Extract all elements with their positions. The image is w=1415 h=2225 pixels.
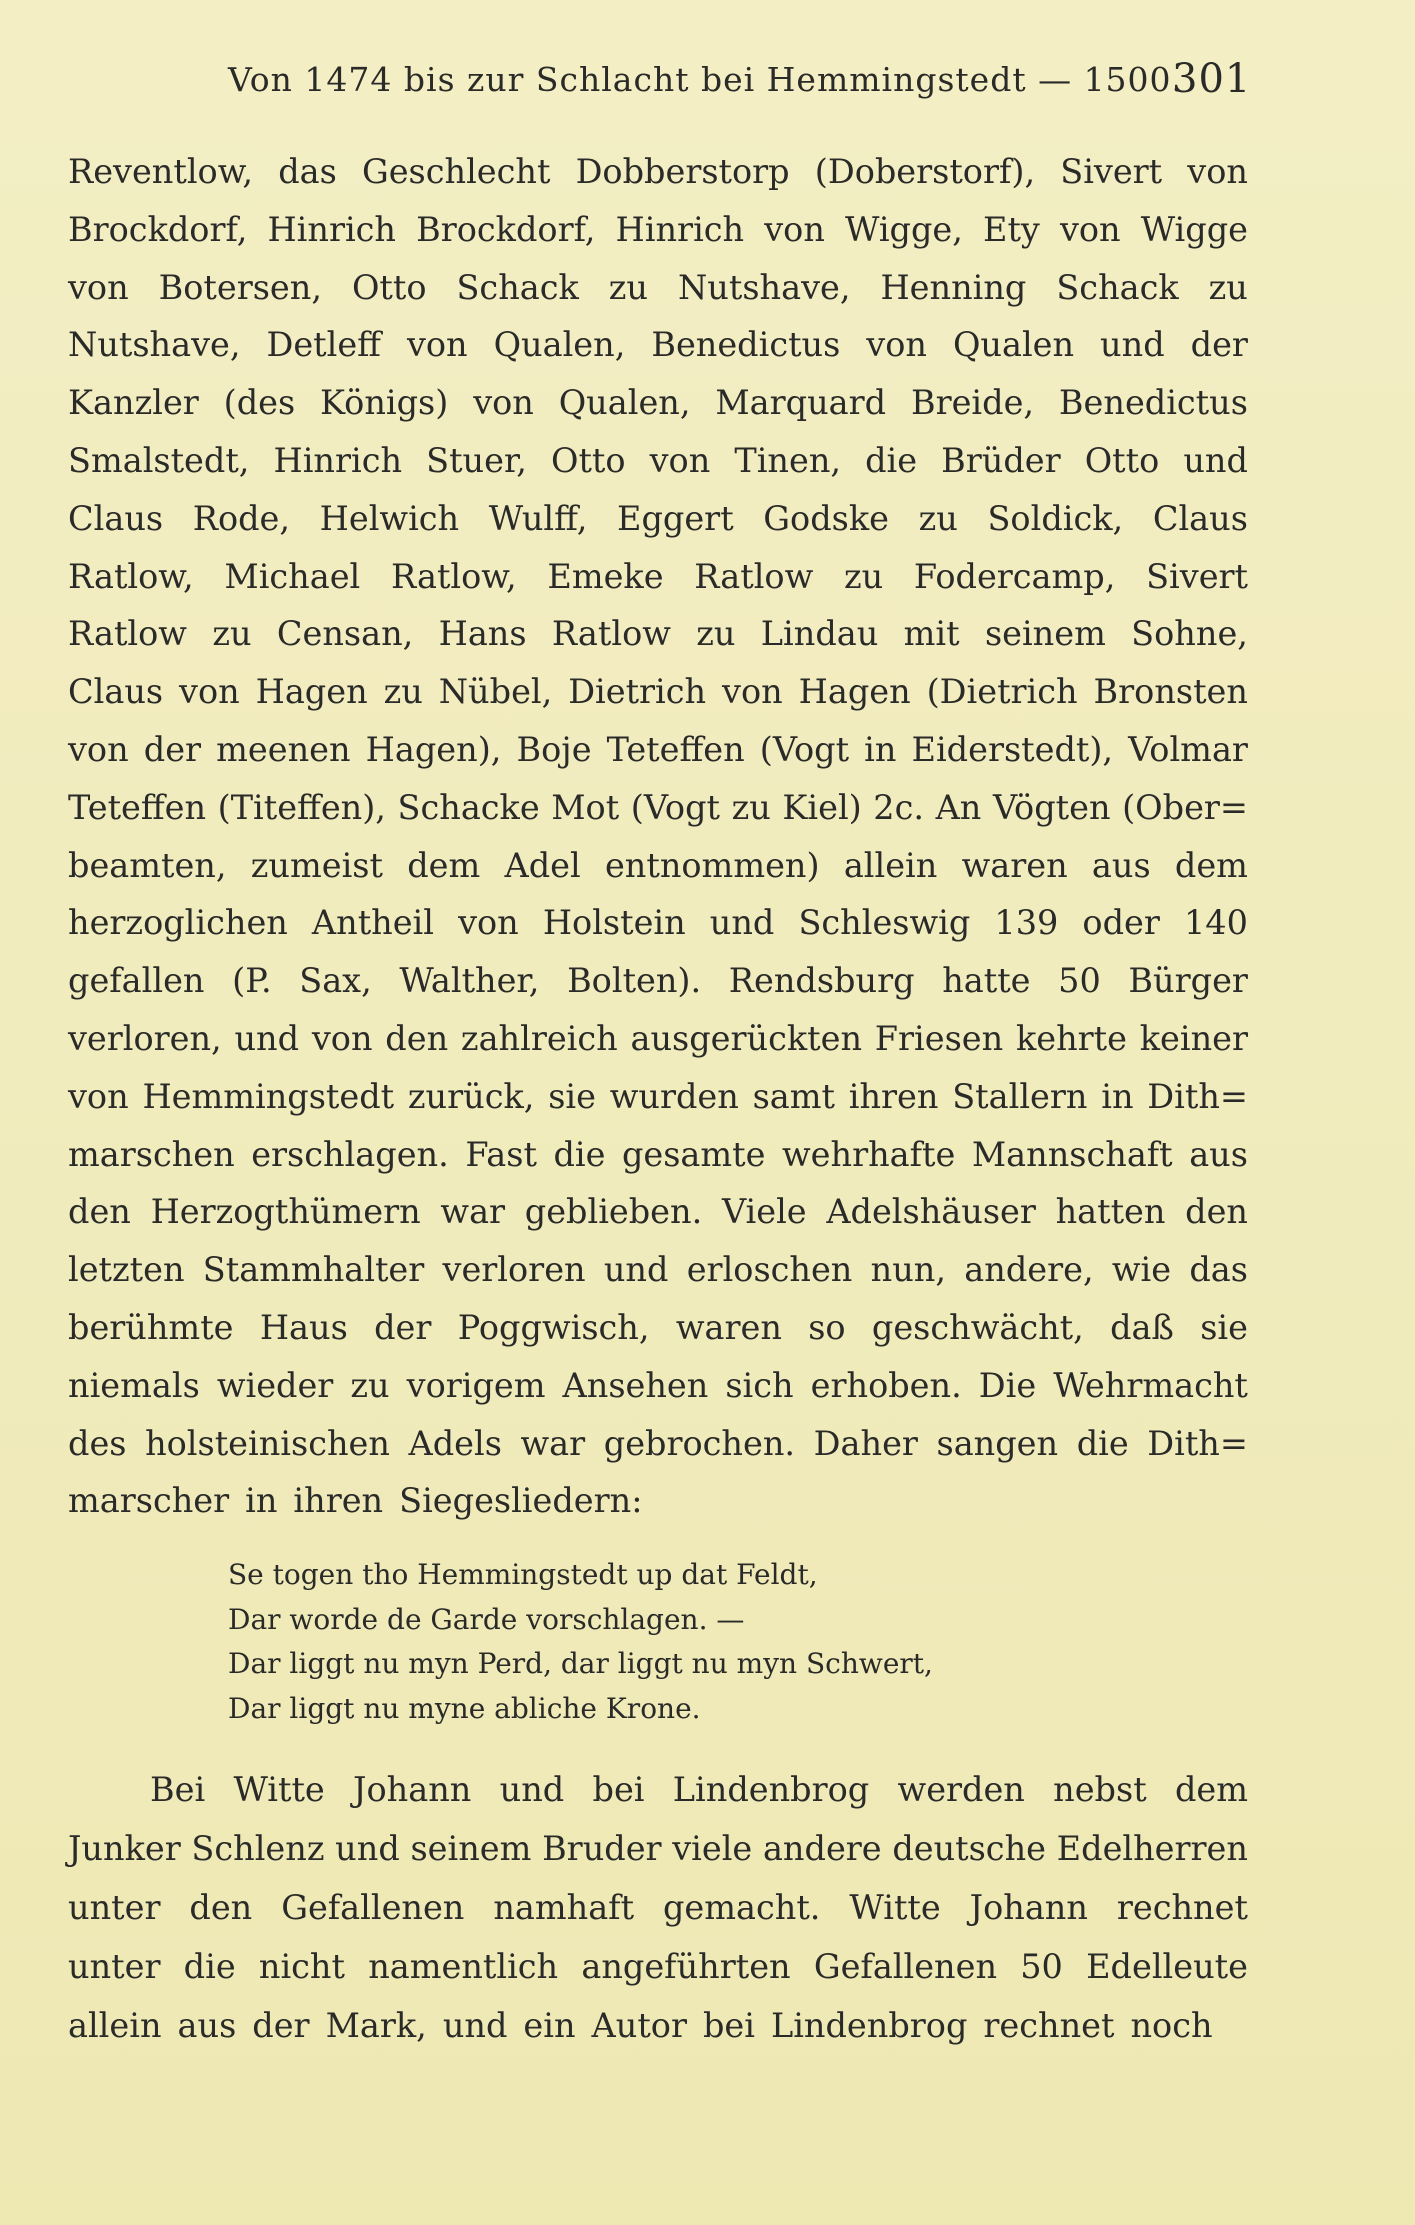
text-line: unter den Gefallenen namhaft gemacht. Witte Johann rechnet xyxy=(68,1888,1248,1927)
text-line: gefallen (P. Sax, Walther, Bolten). Rendsburg hatte 50 Bürger xyxy=(68,961,1248,1001)
text-line: Smalstedt, Hinrich Stuer, Otto von Tinen, die Brüder Otto und xyxy=(68,440,1248,480)
text-line: marschen erschlagen. Fast die gesamte wehrhafte Mannschaft aus xyxy=(68,1134,1248,1174)
page-number: 301 xyxy=(1172,56,1252,102)
text-line: Claus Rode, Helwich Wulff, Eggert Godske zu Soldick, Claus xyxy=(68,498,1248,538)
verse-quotation xyxy=(228,1553,1128,1731)
text-line: allein aus der Mark, und ein Autor bei Lindenbrog rechnet noch xyxy=(68,2006,1213,2045)
running-title: Von 1474 bis zur Schlacht bei Hemmingstedt — 1500. xyxy=(228,60,1184,99)
text-line: beamten, zumeist dem Adel entnommen) allein waren aus dem xyxy=(68,845,1248,885)
text-line: von Botersen, Otto Schack zu Nutshave, Henning Schack zu xyxy=(68,267,1248,307)
text-line: marscher in ihren Siegesliedern: xyxy=(68,1481,643,1521)
text-line: verloren, und von den zahlreich ausgerückten Friesen kehrte keiner xyxy=(68,1018,1248,1058)
running-header xyxy=(0,40,1415,126)
text-line: Reventlow, das Geschlecht Dobberstorp (Doberstorf), Sivert von xyxy=(68,152,1248,191)
text-line: letzten Stammhalter verloren und erloschen nun, andere, wie das xyxy=(68,1250,1248,1290)
main-paragraph xyxy=(68,143,1248,1530)
text-line: Junker Schlenz und seinem Bruder viele andere deutsche Edelherren xyxy=(68,1829,1248,1868)
text-line: Ratlow, Michael Ratlow, Emeke Ratlow zu Fodercamp, Sivert xyxy=(68,556,1248,596)
text-line: des holsteinischen Adels war gebrochen. Daher sangen die Dith= xyxy=(68,1423,1248,1463)
text-line: herzoglichen Antheil von Holstein und Schleswig 139 oder 140 xyxy=(68,903,1248,943)
second-paragraph xyxy=(68,1760,1248,2055)
text-line: Ratlow zu Censan, Hans Ratlow zu Lindau mit seinem Sohne, xyxy=(68,614,1248,654)
text-line: Brockdorf, Hinrich Brockdorf, Hinrich von Wigge, Ety von Wigge xyxy=(68,209,1248,249)
verse-line: Dar liggt nu myn Perd, dar liggt nu myn Schwert, xyxy=(228,1647,933,1680)
text-line: den Herzogthümern war geblieben. Viele Adelshäuser hatten den xyxy=(68,1192,1248,1232)
text-line: von der meenen Hagen), Boje Teteffen (Vogt in Eiderstedt), Volmar xyxy=(68,729,1248,769)
text-line: Claus von Hagen zu Nübel, Dietrich von Hagen (Dietrich Bronsten xyxy=(68,672,1248,712)
verse-line: Dar worde de Garde vorschlagen. — xyxy=(228,1602,745,1636)
text-line: berühmte Haus der Poggwisch, waren so geschwächt, daß sie xyxy=(68,1307,1248,1347)
text-line: Kanzler (des Königs) von Qualen, Marquard Breide, Benedictus xyxy=(68,383,1248,423)
text-line: Bei Witte Johann und bei Lindenbrog werden nebst dem xyxy=(150,1770,1248,1809)
verse-line: Dar liggt nu myne abliche Krone. xyxy=(228,1691,701,1725)
text-line: niemals wieder zu vorigem Ansehen sich erhoben. Die Wehrmacht xyxy=(68,1365,1248,1405)
text-line: unter die nicht namentlich angeführten Gefallenen 50 Edelleute xyxy=(68,1947,1248,1986)
text-line: Nutshave, Detleff von Qualen, Benedictus von Qualen und der xyxy=(68,325,1248,365)
text-line: Teteffen (Titeffen), Schacke Mot (Vogt zu Kiel) 2c. An Vögten (Ober= xyxy=(68,787,1248,827)
verse-line: Se togen tho Hemmingstedt up dat Feldt, xyxy=(228,1558,818,1591)
text-line: von Hemmingstedt zurück, sie wurden samt ihren Stallern in Dith= xyxy=(68,1076,1248,1116)
